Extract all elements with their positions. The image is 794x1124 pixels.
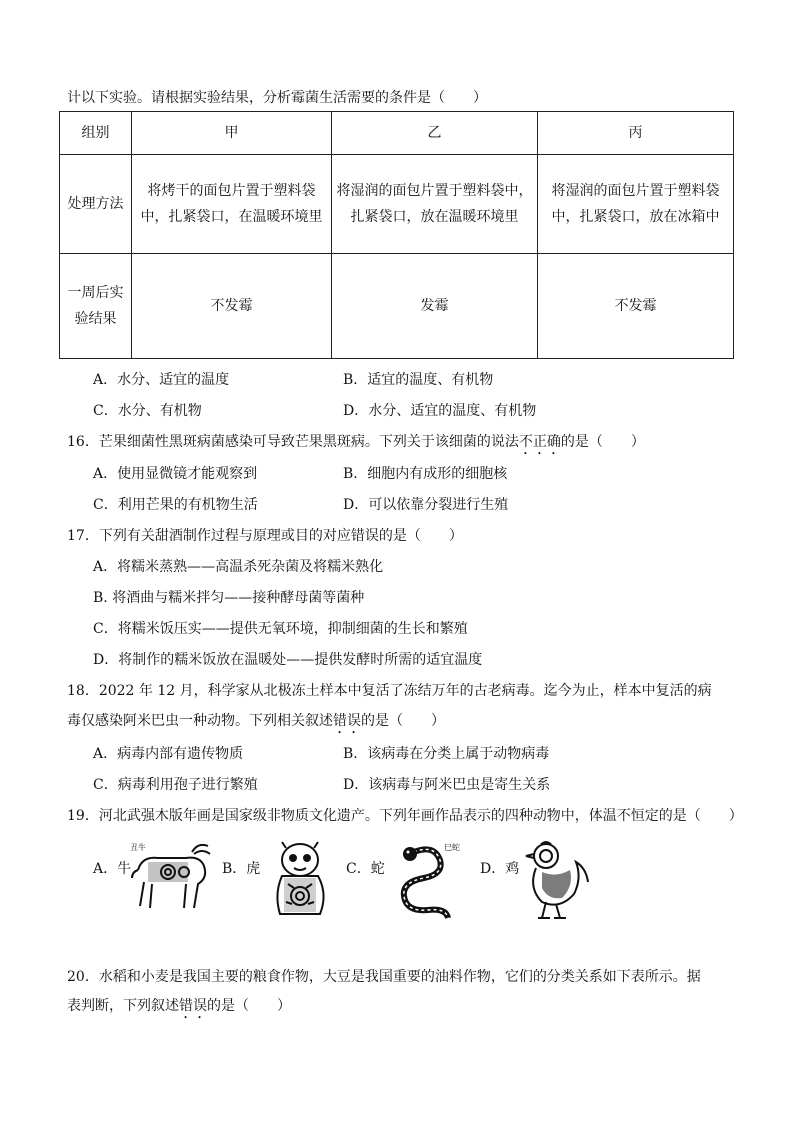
q16-option-d[interactable]: D．可以依靠分裂进行生殖 [343, 497, 509, 513]
table-row [60, 155, 734, 254]
q15-option-b[interactable]: B．适宜的温度、有机物 [343, 372, 494, 388]
q15-option-a[interactable]: A．水分、适宜的温度 [93, 372, 230, 388]
table-cell: 将烤干的面包片置于塑料袋中，扎紧袋口，在温暖环境里 [132, 155, 332, 254]
q20-stem-text: 表判断，下列叙述 [67, 998, 179, 1014]
rooster-woodcut-icon [516, 838, 592, 922]
question-intro: 计以下实验。请根据实验结果，分析霉菌生活需要的条件是（ ） [67, 90, 487, 106]
q20-stem-emphasis: 错误 [179, 998, 207, 1014]
q16-stem-text: 16．芒果细菌性黑斑病菌感染可导致芒果黑斑病。下列关于该细菌的说法 [67, 434, 519, 450]
ox-woodcut-icon [128, 838, 214, 914]
row-label-result: 一周后实验结果 [60, 254, 132, 359]
q16-stem-emphasis: 不正确 [518, 434, 561, 450]
q15-option-d[interactable]: D．水分、适宜的温度、有机物 [343, 403, 537, 419]
table-cell: 将湿润的面包片置于塑料袋中，扎紧袋口，放在温暖环境里 [332, 155, 538, 254]
table-header-cell: 甲 [132, 112, 332, 155]
q18-option-b[interactable]: B．该病毒在分类上属于动物病毒 [343, 746, 550, 762]
svg-text:丑牛: 丑牛 [130, 843, 146, 852]
tiger-woodcut-icon [260, 838, 340, 918]
q19-option-d[interactable]: D．鸡 [480, 861, 520, 877]
q18-stem-line2 [67, 711, 445, 737]
experiment-table [59, 111, 734, 359]
svg-text:巳蛇: 巳蛇 [444, 843, 460, 852]
q17-option-d[interactable]: D．将制作的糯米饭放在温暖处——提供发酵时所需的适宜温度 [93, 652, 483, 668]
q20-stem-line1: 20．水稻和小麦是我国主要的粮食作物，大豆是我国重要的油料作物，它们的分类关系如下表所示。据 [67, 969, 701, 985]
q18-stem-line1: 18．2022 年 12 月，科学家从北极冻土样本中复活了冻结万年的古老病毒。迄今为止，样本中复活的病 [67, 683, 712, 699]
table-header-row [60, 112, 734, 155]
q18-option-d[interactable]: D．该病毒与阿米巴虫是寄生关系 [343, 777, 551, 793]
q16-stem [67, 432, 645, 458]
table-cell: 不发霉 [132, 254, 332, 359]
q17-option-a[interactable]: A．将糯米蒸熟——高温杀死杂菌及将糯米熟化 [93, 559, 384, 575]
q19-option-b[interactable]: B．虎 [222, 861, 261, 877]
table-header-cell: 组别 [60, 112, 132, 155]
q15-option-c[interactable]: C．水分、有机物 [93, 403, 202, 419]
q18-stem-text: 毒仅感染阿米巴虫一种动物。下列相关叙述 [67, 713, 333, 729]
q17-stem: 17．下列有关甜酒制作过程与原理或目的对应错误的是（ ） [67, 528, 463, 544]
q17-option-b[interactable]: B. 将酒曲与糯米拌匀——接种酵母菌等菌种 [93, 590, 365, 606]
q18-stem-text: 的是（ ） [361, 713, 445, 729]
q17-option-c[interactable]: C．将糯米饭压实——提供无氧环境，抑制细菌的生长和繁殖 [93, 621, 468, 637]
q19-stem: 19．河北武强木版年画是国家级非物质文化遗产。下列年画作品表示的四种动物中，体温不恒定的是（ ） [67, 808, 743, 824]
q16-option-a[interactable]: A．使用显微镜才能观察到 [93, 466, 258, 482]
snake-woodcut-icon [384, 838, 464, 924]
q18-stem-emphasis: 错误 [333, 713, 361, 729]
table-header-cell: 丙 [538, 112, 734, 155]
table-row [60, 254, 734, 359]
table-cell: 将湿润的面包片置于塑料袋中，扎紧袋口，放在冰箱中 [538, 155, 734, 254]
table-cell: 不发霉 [538, 254, 734, 359]
q18-option-c[interactable]: C．病毒利用孢子进行繁殖 [93, 777, 258, 793]
q16-option-b[interactable]: B．细胞内有成形的细胞核 [343, 466, 508, 482]
table-cell: 发霉 [332, 254, 538, 359]
q20-stem-text: 的是（ ） [207, 998, 291, 1014]
q19-option-c[interactable]: C．蛇 [346, 861, 385, 877]
q16-stem-text: 的是（ ） [560, 434, 645, 450]
q18-option-a[interactable]: A．病毒内部有遗传物质 [93, 746, 244, 762]
q16-option-c[interactable]: C．利用芒果的有机物生活 [93, 497, 258, 513]
q20-stem-line2 [67, 996, 291, 1022]
table-header-cell: 乙 [332, 112, 538, 155]
row-label-method: 处理方法 [60, 155, 132, 254]
q19-option-a[interactable]: A．牛 [93, 861, 132, 877]
